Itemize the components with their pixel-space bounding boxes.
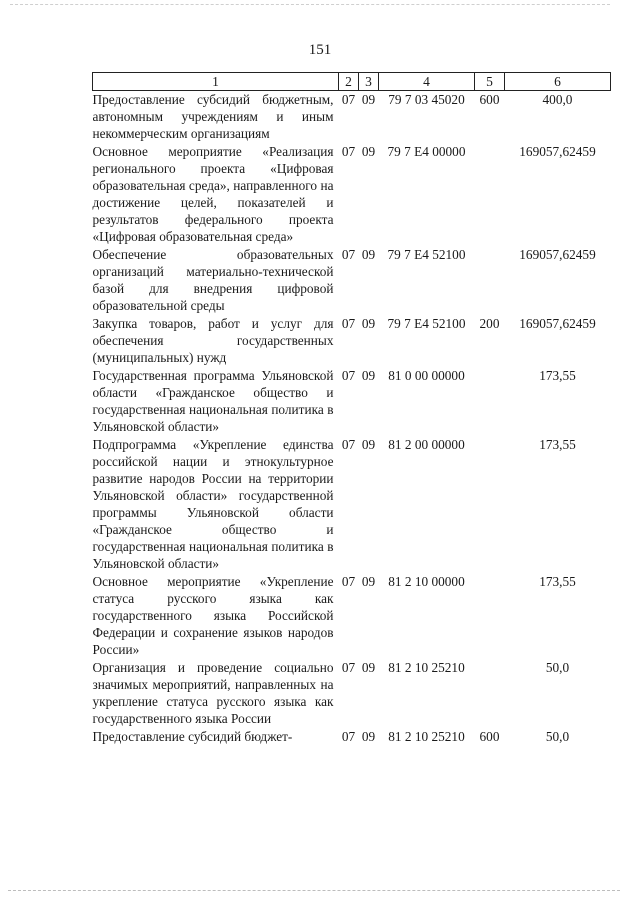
table-row xyxy=(93,367,611,436)
row-name: Основное мероприятие «Укрепление статуса русского языка как государственного языка Российской Федерации и сохранение языков народов России» xyxy=(92,574,334,657)
table-row xyxy=(93,143,611,246)
column-header-3: 3 xyxy=(359,73,379,91)
row-section: 07 xyxy=(341,316,356,331)
row-section: 07 xyxy=(341,437,356,452)
row-target-code: 79 7 E4 52100 xyxy=(387,316,466,331)
column-header-4: 4 xyxy=(379,73,475,91)
row-name: Основное мероприятие «Реализация регионального проекта «Цифровая образовательная среда», направленного на достижение целей, показателей и результатов федерального проекта «Цифровая образовательная среда» xyxy=(92,144,334,244)
table-row xyxy=(93,91,611,144)
page-number: 151 xyxy=(308,42,332,58)
column-header-2: 2 xyxy=(339,73,359,91)
row-name: Государственная программа Ульяновской области «Гражданское общество и государственная национальная политика в Ульяновской области» xyxy=(92,368,334,434)
row-amount: 400,0 xyxy=(542,92,573,107)
row-target-code: 81 0 00 00000 xyxy=(388,368,465,383)
row-target-code: 79 7 03 45020 xyxy=(388,92,465,107)
row-subsection: 09 xyxy=(361,729,376,744)
row-amount: 173,55 xyxy=(539,574,576,589)
row-section: 07 xyxy=(341,368,356,383)
budget-table xyxy=(92,72,611,746)
row-amount: 169057,62459 xyxy=(519,316,596,331)
row-amount: 173,55 xyxy=(539,437,576,452)
column-header-6: 6 xyxy=(505,73,611,91)
row-section: 07 xyxy=(341,92,356,107)
row-target-code: 81 2 10 25210 xyxy=(388,660,465,675)
table-row xyxy=(93,436,611,573)
table-row xyxy=(93,728,611,746)
row-target-code: 79 7 E4 00000 xyxy=(387,144,466,159)
table-row xyxy=(93,246,611,315)
row-amount: 169057,62459 xyxy=(519,144,596,159)
table-row xyxy=(93,573,611,659)
row-amount: 173,55 xyxy=(539,368,576,383)
column-header-5: 5 xyxy=(475,73,505,91)
row-section: 07 xyxy=(341,144,356,159)
row-expense-type xyxy=(475,573,505,659)
header-row xyxy=(93,73,611,91)
row-amount: 50,0 xyxy=(545,660,570,675)
row-expense-type: 600 xyxy=(479,729,500,744)
row-name: Предоставление субсидий бюджетным, автономным учреждениям и иным некоммерческим организациям xyxy=(92,92,334,141)
row-amount: 169057,62459 xyxy=(519,247,596,262)
row-subsection: 09 xyxy=(361,437,376,452)
table-row xyxy=(93,659,611,728)
row-subsection: 09 xyxy=(361,316,376,331)
row-subsection: 09 xyxy=(361,574,376,589)
row-expense-type xyxy=(475,246,505,315)
scan-edge-top xyxy=(10,4,610,5)
table-row xyxy=(93,315,611,367)
row-amount: 50,0 xyxy=(545,729,570,744)
row-target-code: 81 2 10 25210 xyxy=(388,729,465,744)
row-section: 07 xyxy=(341,247,356,262)
row-section: 07 xyxy=(341,729,356,744)
row-subsection: 09 xyxy=(361,144,376,159)
row-name: Организация и проведение социально значимых мероприятий, направленных на укрепление статуса русского языка как государственного языка России xyxy=(92,660,334,726)
row-subsection: 09 xyxy=(361,660,376,675)
row-target-code: 81 2 10 00000 xyxy=(388,574,465,589)
row-target-code: 81 2 00 00000 xyxy=(388,437,465,452)
row-name: Закупка товаров, работ и услуг для обеспечения государственных (муниципальных) нужд xyxy=(92,316,334,365)
column-header-1: 1 xyxy=(93,73,339,91)
row-expense-type: 600 xyxy=(479,92,500,107)
row-expense-type xyxy=(475,436,505,573)
row-name: Подпрограмма «Укрепление единства российской нации и этнокультурное развитие народов России на территории Ульяновской области» государственной программы Ульяновской области «Гражданское общество и государственная национальная политика в Ульяновской области» xyxy=(92,437,334,571)
row-subsection: 09 xyxy=(361,247,376,262)
row-target-code: 79 7 E4 52100 xyxy=(387,247,466,262)
row-subsection: 09 xyxy=(361,92,376,107)
row-name: Обеспечение образовательных организаций материально-технической базой для внедрения цифровой образовательной среды xyxy=(92,247,334,313)
row-section: 07 xyxy=(341,574,356,589)
row-section: 07 xyxy=(341,660,356,675)
row-expense-type xyxy=(475,367,505,436)
row-subsection: 09 xyxy=(361,368,376,383)
row-name: Предоставление субсидий бюджет- xyxy=(92,729,293,744)
row-expense-type xyxy=(475,659,505,728)
row-expense-type xyxy=(475,143,505,246)
scan-edge-bottom xyxy=(8,890,620,891)
row-expense-type: 200 xyxy=(479,316,500,331)
